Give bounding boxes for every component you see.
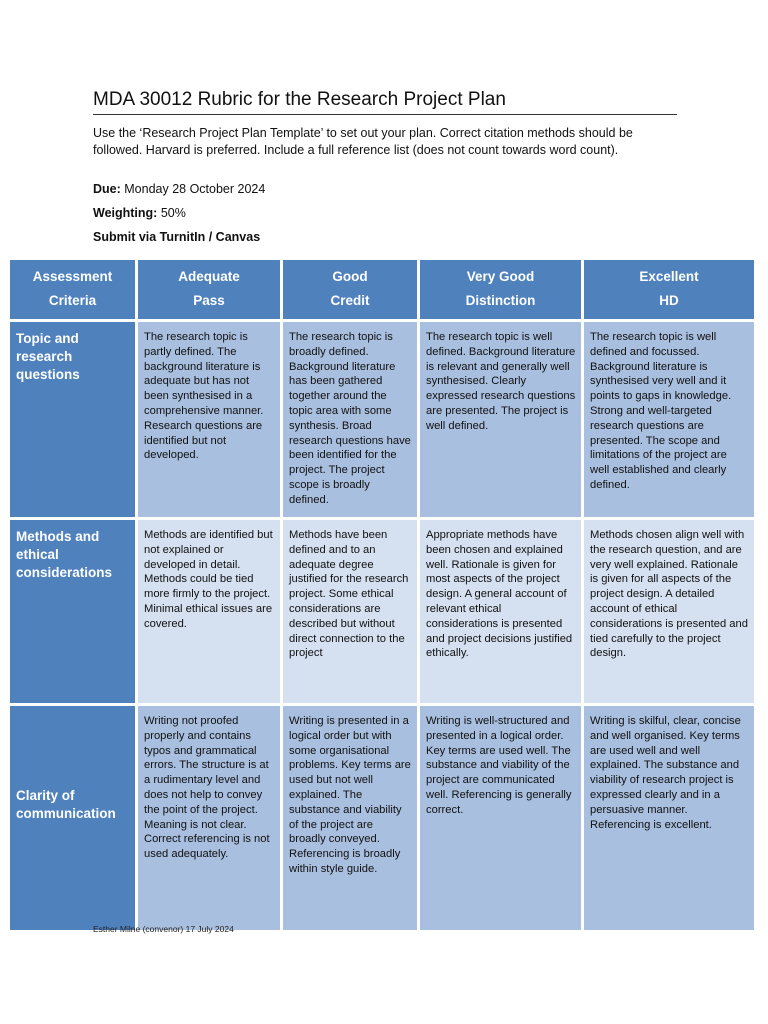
weighting-line (93, 205, 186, 221)
header-pass-line1: Adequate (178, 269, 240, 284)
cell-topic-hd: The research topic is well defined and focussed. Background literature is synthesised very well and it points to gaps in knowledge. Strong and well-targeted research questions are presented. The scope and limitations of the project are well established and clearly defined. (584, 322, 754, 517)
footer-note: Esther Milne (convenor) 17 July 2024 (93, 924, 234, 934)
header-criteria-line2: Criteria (48, 293, 97, 308)
header-hd-line1: Excellent (639, 269, 699, 284)
header-distinction-line2: Distinction (465, 293, 536, 308)
due-line (93, 181, 265, 197)
header-pass (138, 260, 280, 319)
criterion-methods: Methods and ethical considerations (10, 520, 135, 703)
cell-methods-hd: Methods chosen align well with the research question, and are very well explained. Rationale is given for all aspects of the project design. A detailed account of ethical considerations is presented and tied carefully to the project design. (584, 520, 754, 703)
intro-paragraph: Use the ‘Research Project Plan Template’ to set out your plan. Correct citation methods should be followed. Harvard is preferred. Include a full reference list (does not count towards word count). (93, 126, 633, 157)
cell-topic-credit: The research topic is broadly defined. Background literature has been gathered together around the topic area with some synthesis. Broad research questions have been identified for the project. The project scope is broadly defined. (283, 322, 417, 517)
cell-clarity-hd: Writing is skilful, clear, concise and well organised. Key terms are used well and well explained. The substance and viability of research project is expressed clearly and in a persuasive manner. Referencing is excellent. (584, 706, 754, 930)
cell-methods-distinction: Appropriate methods have been chosen and explained well. Rationale is given for most aspects of the project design. A general account of relevant ethical considerations is presented and project decisions justified ethically. (420, 520, 581, 703)
due-label: Due: (93, 182, 121, 196)
header-criteria-line1: Assessment (32, 269, 113, 284)
header-credit-line1: Good (332, 269, 368, 284)
header-distinction-line1: Very Good (466, 269, 535, 284)
criterion-clarity-label: Clarity of communication (16, 788, 116, 821)
header-credit (283, 260, 417, 319)
cell-clarity-credit: Writing is presented in a logical order but with some organisational problems. Key terms are used but not well explained. The substance and viability of the project are broadly conveyed. Referencing is broadly within style guide. (283, 706, 417, 930)
cell-topic-distinction: The research topic is well defined. Background literature is relevant and generally well synthesised. Clearly expressed research questions are presented. The project is well defined. (420, 322, 581, 517)
criterion-topic: Topic and research questions (10, 322, 135, 517)
submit-instruction: Submit via TurnitIn / Canvas (93, 230, 261, 244)
cell-methods-credit: Methods have been defined and to an adequate degree justified for the research project. Some ethical considerations are described but without direct connection to the project (283, 520, 417, 703)
header-distinction (420, 260, 581, 319)
cell-methods-pass: Methods are identified but not explained or developed in detail. Methods could be tied more firmly to the project. Minimal ethical issues are covered. (138, 520, 280, 703)
rubric-table (10, 260, 754, 930)
cell-clarity-pass: Writing not proofed properly and contains typos and grammatical errors. The structure is at a rudimentary level and does not help to convey the point of the project. Meaning is not clear. Correct referencing is not used adequately. (138, 706, 280, 930)
header-hd (584, 260, 754, 319)
criterion-clarity (10, 706, 135, 930)
header-pass-line2: Pass (193, 293, 225, 308)
weighting-value: 50% (157, 206, 186, 220)
weighting-label: Weighting: (93, 206, 158, 220)
header-criteria (10, 260, 135, 319)
header-hd-line2: HD (659, 293, 679, 308)
cell-clarity-distinction: Writing is well-structured and presented in a logical order. Key terms are used well. The substance and viability of the project are communicated well. Referencing is generally correct. (420, 706, 581, 930)
page-title: MDA 30012 Rubric for the Research Project Plan (93, 88, 677, 115)
due-value: Monday 28 October 2024 (120, 182, 266, 196)
header-credit-line2: Credit (330, 293, 370, 308)
cell-topic-pass: The research topic is partly defined. The background literature is adequate but has not been synthesised in a comprehensive manner. Research questions are identified but not developed. (138, 322, 280, 517)
